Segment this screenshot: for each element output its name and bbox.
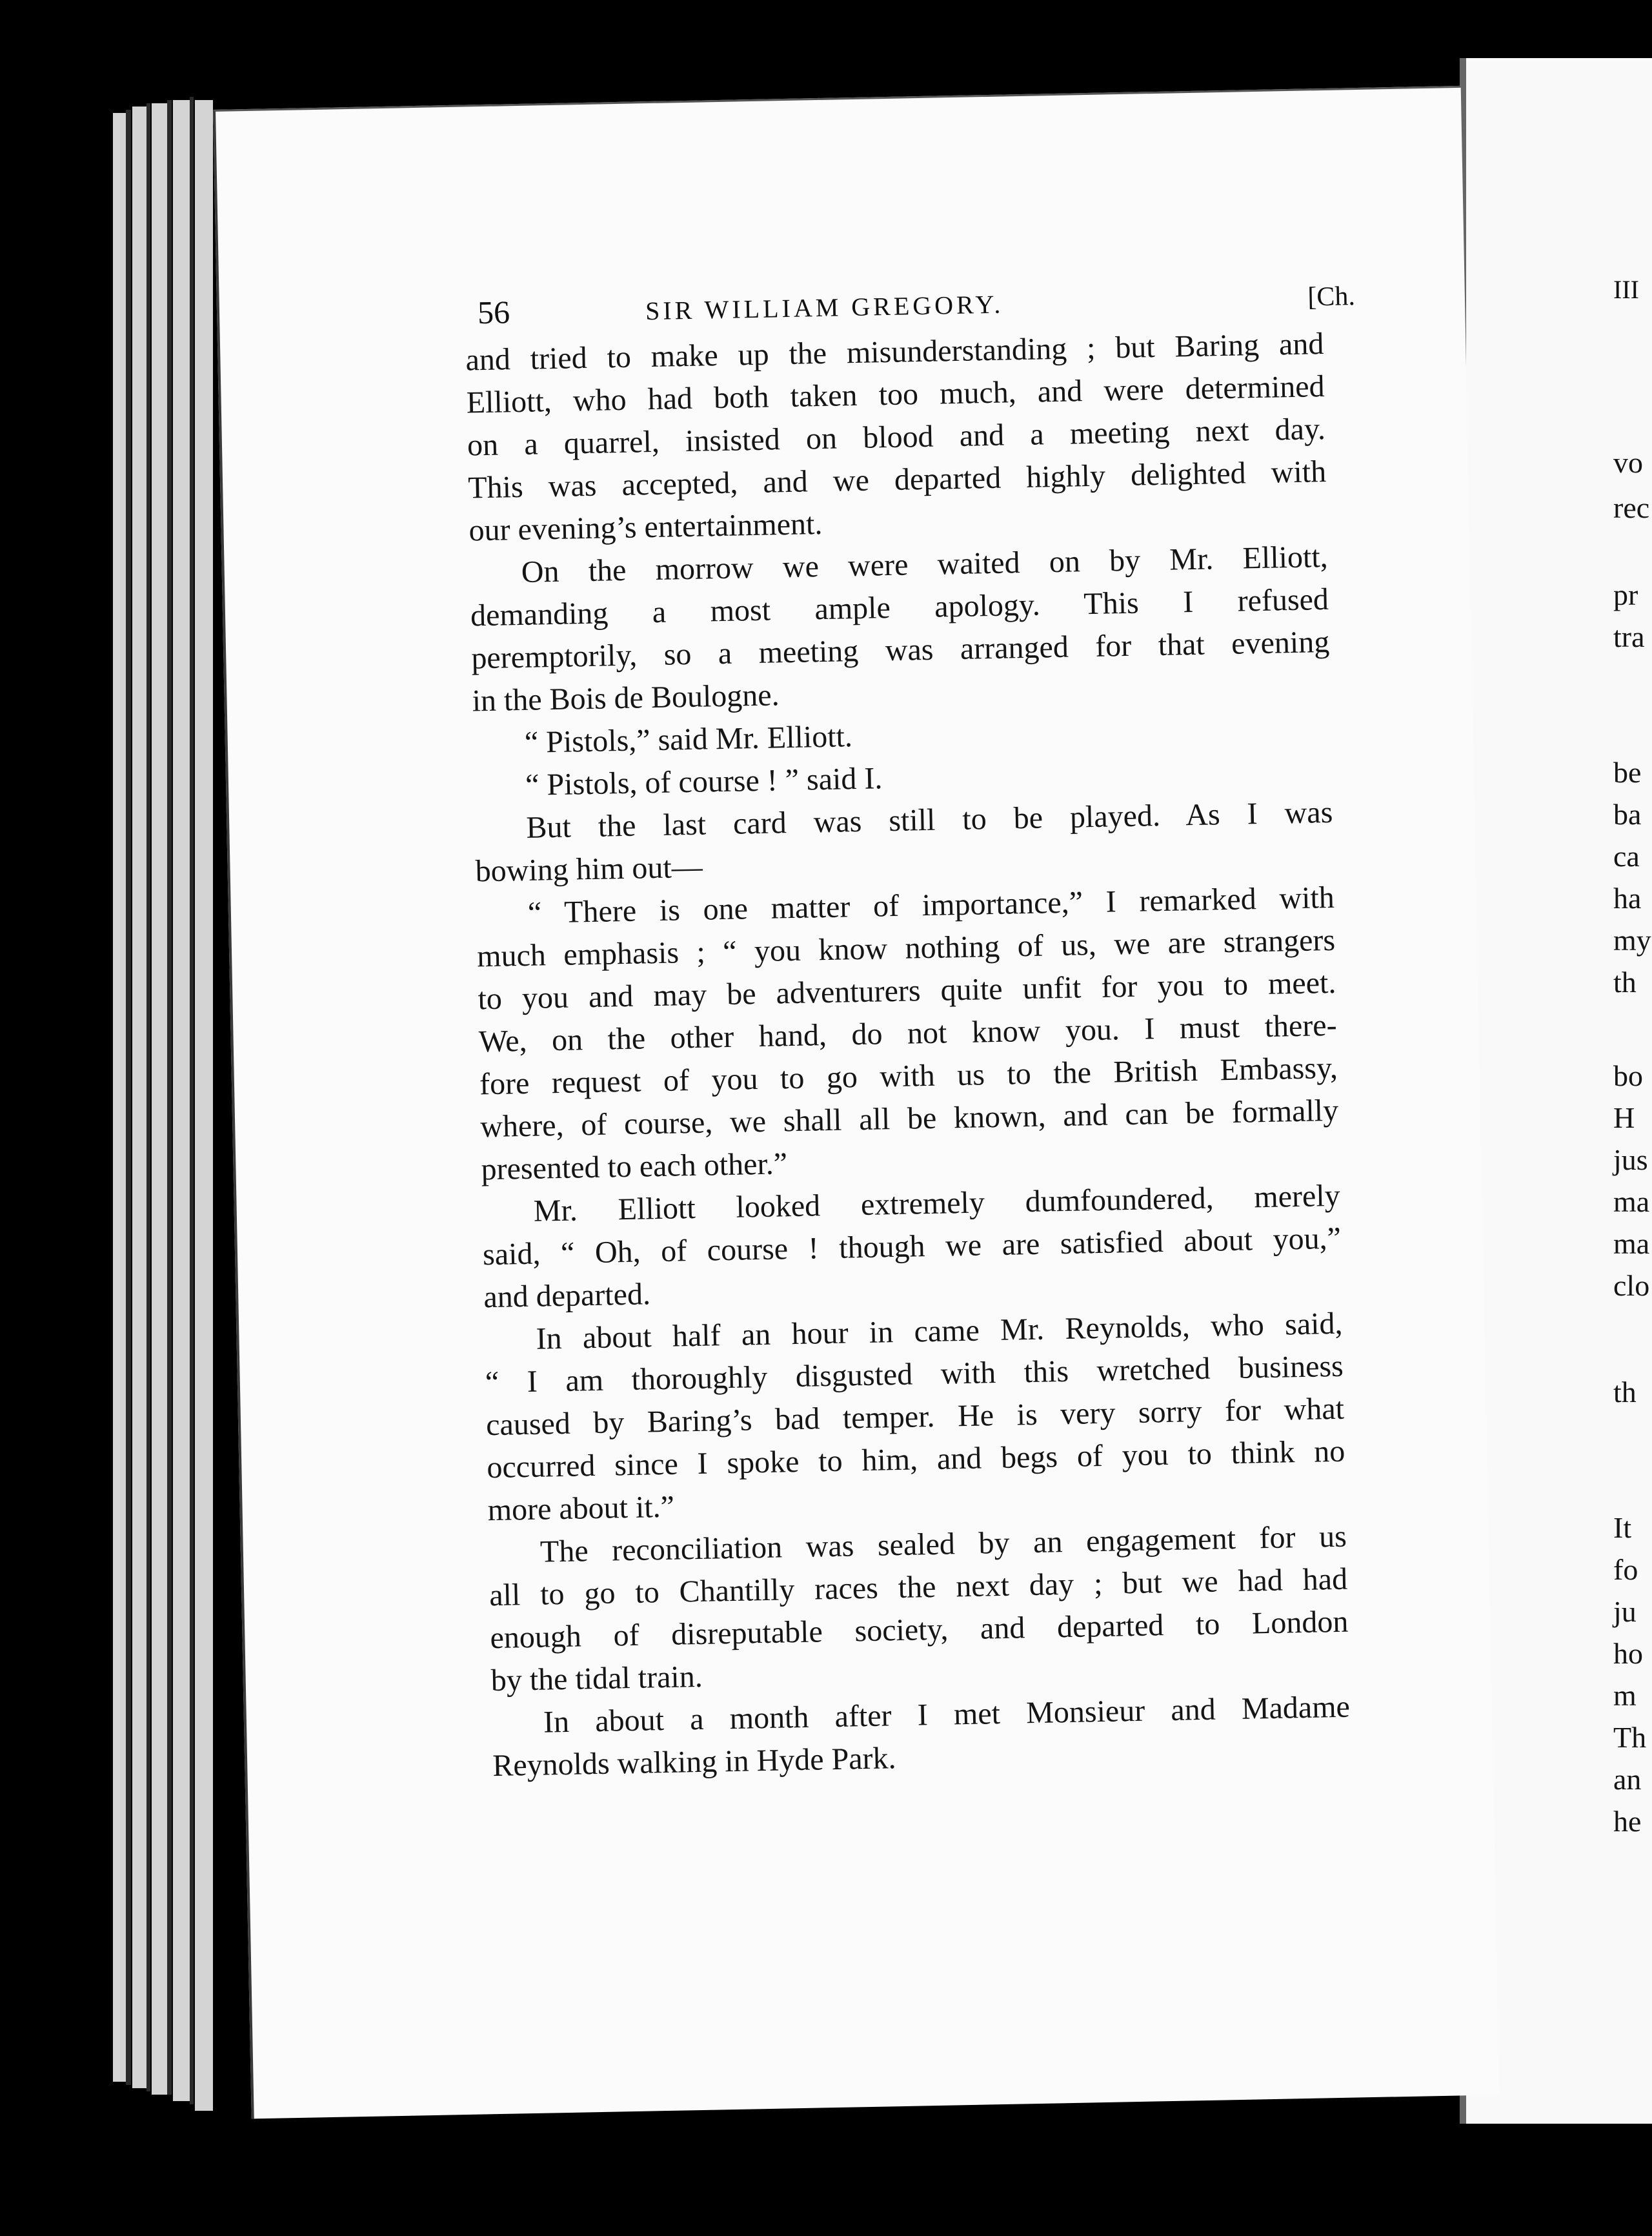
text-line: “ I am thoroughly disgusted with this wretched business (485, 1348, 1344, 1400)
text-line: by the tidal train. (490, 1659, 703, 1698)
text-line: On the morrow we were waited on by Mr. Elliott, (521, 539, 1329, 589)
text-line: more about it.” (487, 1489, 675, 1528)
text-line: We, on the other hand, do not know you. I must there- (478, 1008, 1338, 1059)
text-line: “ Pistols,” said Mr. Elliott. (524, 719, 853, 760)
right-page-line-fragment: ca (1613, 840, 1640, 873)
right-page-line-fragment: rec (1613, 491, 1650, 524)
text-line: and tried to make up the misunderstanding ; but Baring and (465, 327, 1324, 378)
text-line: peremptorily, so a meeting was arranged for that evening (470, 624, 1330, 676)
text-line: But the last card was still to be played. As I was (525, 795, 1333, 845)
text-line: where, of course, we shall all be known, and can be formally (479, 1093, 1339, 1144)
right-page-line-fragment: be (1613, 756, 1642, 789)
text-line: in the Bois de Boulogne. (472, 678, 780, 718)
right-page-line-fragment: an (1613, 1763, 1642, 1796)
running-title: SIR WILLIAM GREGORY. (645, 289, 1004, 326)
right-page-line-fragment: Th (1613, 1721, 1647, 1754)
text-line: presented to each other.” (481, 1146, 788, 1187)
right-page-line-fragment: clo (1613, 1269, 1650, 1302)
text-line: and departed. (483, 1277, 651, 1315)
text-line: enough of disreputable society, and departed to London (490, 1604, 1349, 1656)
text-line: demanding a most ample apology. This I refused (470, 582, 1329, 633)
right-running-head: III (1613, 275, 1639, 304)
right-page-line-fragment: he (1613, 1805, 1642, 1838)
text-line: all to go to Chantilly races the next day ; but we had had (489, 1561, 1348, 1613)
right-page-line-fragment: fo (1613, 1553, 1638, 1586)
text-line: The reconciliation was sealed by an engagement for us (539, 1519, 1347, 1569)
right-page-line-fragment: ho (1613, 1637, 1643, 1670)
text-line: occurred since I spoke to him, and begs of you to think no (486, 1434, 1345, 1485)
text-line: Mr. Elliott looked extremely dumfoundered, merely (533, 1178, 1341, 1228)
right-page-line-fragment: pr (1613, 578, 1638, 611)
text-line: our evening’s entertainment. (468, 506, 823, 548)
text-line: Reynolds walking in Hyde Park. (492, 1741, 896, 1784)
text-line: In about a month after I met Monsieur and Madame (543, 1689, 1351, 1740)
right-page-line-fragment: jus (1613, 1143, 1648, 1176)
right-page-line-fragment: tra (1613, 620, 1645, 653)
text-line: In about half an hour in came Mr. Reynolds, who said, (536, 1306, 1343, 1356)
right-page-line-fragment: ma (1613, 1185, 1650, 1218)
page-number: 56 (477, 294, 510, 331)
text-line: much emphasis ; “ you know nothing of us, we are strangers (476, 922, 1336, 974)
right-page-line-fragment: It (1613, 1511, 1632, 1544)
left-page (213, 86, 1499, 2119)
text-line: on a quarrel, insisted on blood and a meeting next day. (467, 412, 1326, 463)
text-line: caused by Baring’s bad temper. He is very sorry for what (485, 1391, 1345, 1443)
text-line: said, “ Oh, of course ! though we are satisfied about you,” (482, 1221, 1342, 1272)
text-line: to you and may be adventurers quite unfit for you to meet. (478, 965, 1336, 1017)
right-page-line-fragment: ju (1613, 1595, 1637, 1628)
text-line: “ There is one matter of importance,” I remarked with (527, 880, 1335, 930)
body-text (465, 323, 1351, 1787)
right-page-line-fragment: ba (1613, 798, 1642, 831)
text-line: bowing him out— (475, 849, 703, 889)
right-page-line-fragment: my (1613, 924, 1651, 957)
right-page-line-fragment: m (1613, 1679, 1637, 1712)
right-page-line-fragment: H (1613, 1101, 1635, 1134)
right-page-line-fragment: th (1613, 1376, 1637, 1408)
text-line: fore request of you to go with us to the British Embassy, (479, 1050, 1338, 1102)
right-page-line-fragment: ma (1613, 1227, 1650, 1260)
right-page-line-fragment: bo (1613, 1059, 1643, 1092)
right-page-line-fragment: vo (1613, 446, 1643, 479)
chapter-marker: [Ch. (1307, 281, 1356, 312)
text-line: This was accepted, and we departed highly delighted with (467, 454, 1327, 505)
text-line: “ Pistols, of course ! ” said I. (525, 761, 883, 802)
right-page-line-fragment: th (1613, 966, 1637, 999)
right-page-line-fragment: ha (1613, 882, 1642, 915)
text-line: Elliott, who had both taken too much, and were determined (466, 369, 1325, 420)
